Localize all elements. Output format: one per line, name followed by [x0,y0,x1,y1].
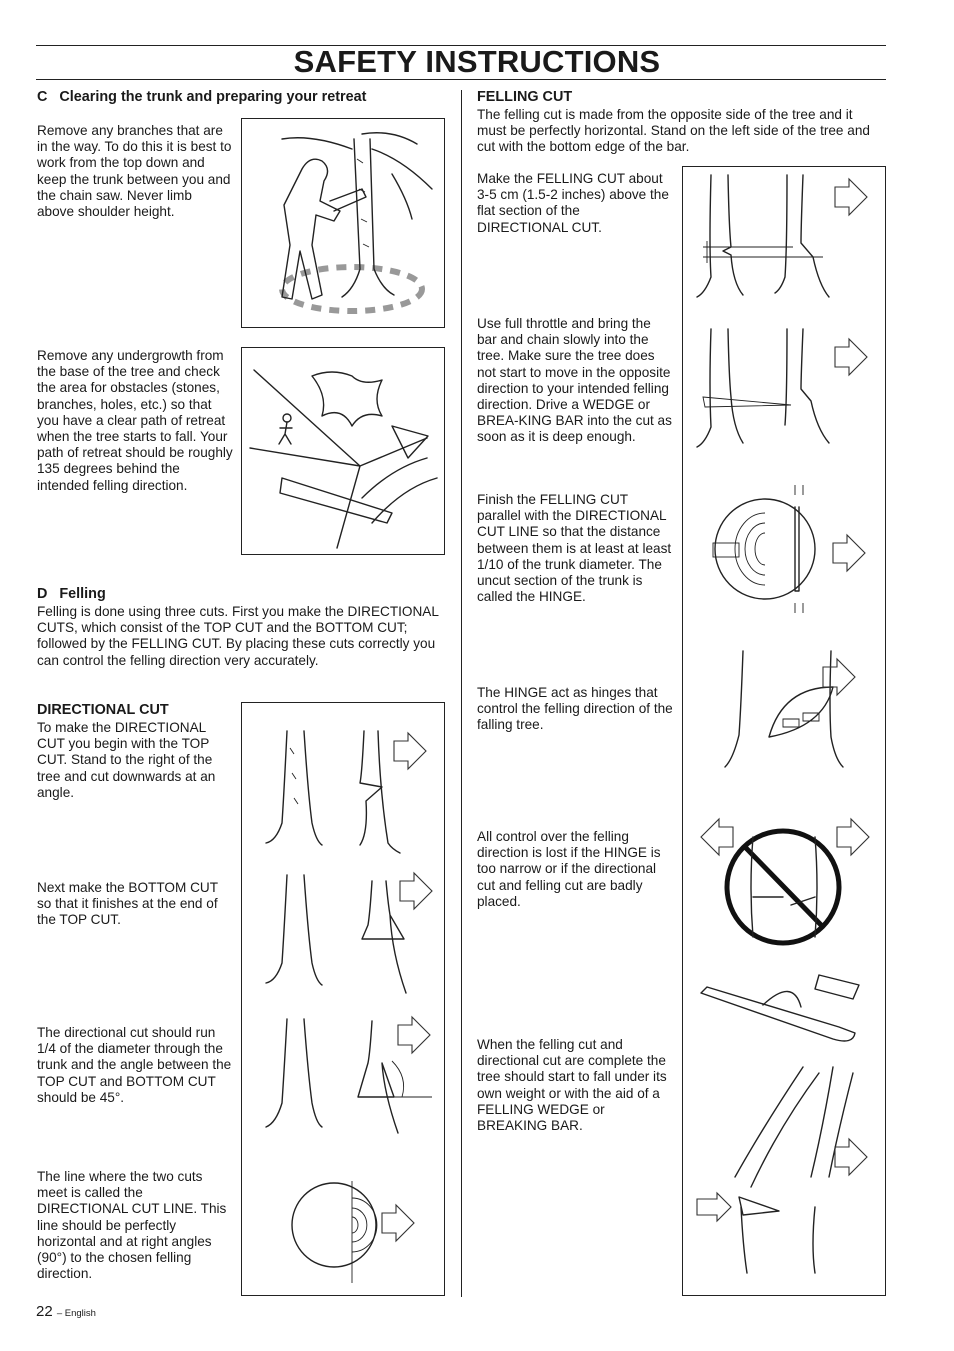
page-footer [36,1303,96,1320]
title-underline [36,79,886,80]
felling-cut-paragraph-5: All control over the felling direction is lost if the HINGE is too narrow or if the directional cut and felling cut are badly placed. [477,829,661,909]
felling-cut-illustrations [682,166,886,1296]
felling-cut-paragraph-6: When the felling cut and directional cut are complete the tree should start to fall under its own weight or with the aid of a FELLING WEDGE or BREAKING BAR. [477,1037,667,1134]
felling-cut-paragraph-1: Make the FELLING CUT about 3-5 cm (1.5-2 inches) above the flat section of the DIRECTIONAL CUT. [477,171,669,235]
column-divider [461,90,462,1297]
directional-cut-heading: DIRECTIONAL CUT [37,702,169,718]
limbing-illustration [241,118,445,328]
section-c-paragraph-1: Remove any branches that are in the way. To do this it is best to work from the top down and keep the trunk between you and the chain saw. Never limb above shoulder height. [37,123,232,220]
section-d-intro: Felling is done using three cuts. First you make the DIRECTIONAL CUTS, which consist of the TOP CUT and the BOTTOM CUT; followed by the FELLING CUT. By placing these cuts correctly you can control the felling direction very accurately. [37,604,439,668]
section-c-paragraph-2: Remove any undergrowth from the base of the tree and check the area for obstacles (stones, branches, holes, etc.) so that you have a clear path of retreat when the tree starts to fall. Your path of retreat should be roughly 135 degrees behind the intended felling direction. [37,348,233,493]
felling-cut-heading: FELLING CUT [477,89,573,105]
retreat-path-illustration [241,347,445,555]
directional-cut-paragraph-1: To make the DIRECTIONAL CUT you begin with the TOP CUT. Stand to the right of the tree and cut downwards at an angle. [37,720,216,800]
directional-cut-paragraph-2: Next make the BOTTOM CUT so that it finishes at the end of the TOP CUT. [37,880,218,928]
section-c-heading: C Clearing the trunk and preparing your retreat [37,89,367,105]
felling-cut-paragraph-3: Finish the FELLING CUT parallel with the DIRECTIONAL CUT LINE so that the distance between them is at least at least 1/10 of the trunk diameter. The uncut section of the trunk is called the HINGE. [477,492,672,605]
page-title: SAFETY INSTRUCTIONS [293,44,661,79]
section-d-heading: D Felling [37,586,106,602]
directional-cut-paragraph-4: The line where the two cuts meet is called the DIRECTIONAL CUT LINE. This line should be perfectly horizontal and at right angles (90°) to the chosen felling direction. [37,1169,227,1282]
directional-cut-illustrations [241,702,445,1296]
felling-cut-paragraph-2: Use full throttle and bring the bar and chain slowly into the tree. Make sure the tree does not start to move in the opposite direction to your intended felling direction. Drive a WEDGE or BREA-KING BAR into the cut as soon as it is deep enough. [477,316,672,445]
page-number: 22 [36,1303,53,1320]
felling-cut-intro: The felling cut is made from the opposite side of the tree and it must be perfectly horizontal. Stand on the left side of the tree and cut with the bottom edge of the bar. [477,107,870,155]
footer-language: – English [56,1308,96,1319]
felling-cut-paragraph-4: The HINGE act as hinges that control the felling direction of the falling tree. [477,685,673,733]
directional-cut-paragraph-3: The directional cut should run 1/4 of the diameter through the trunk and the angle between the TOP CUT and BOTTOM CUT should be 45°. [37,1025,232,1105]
